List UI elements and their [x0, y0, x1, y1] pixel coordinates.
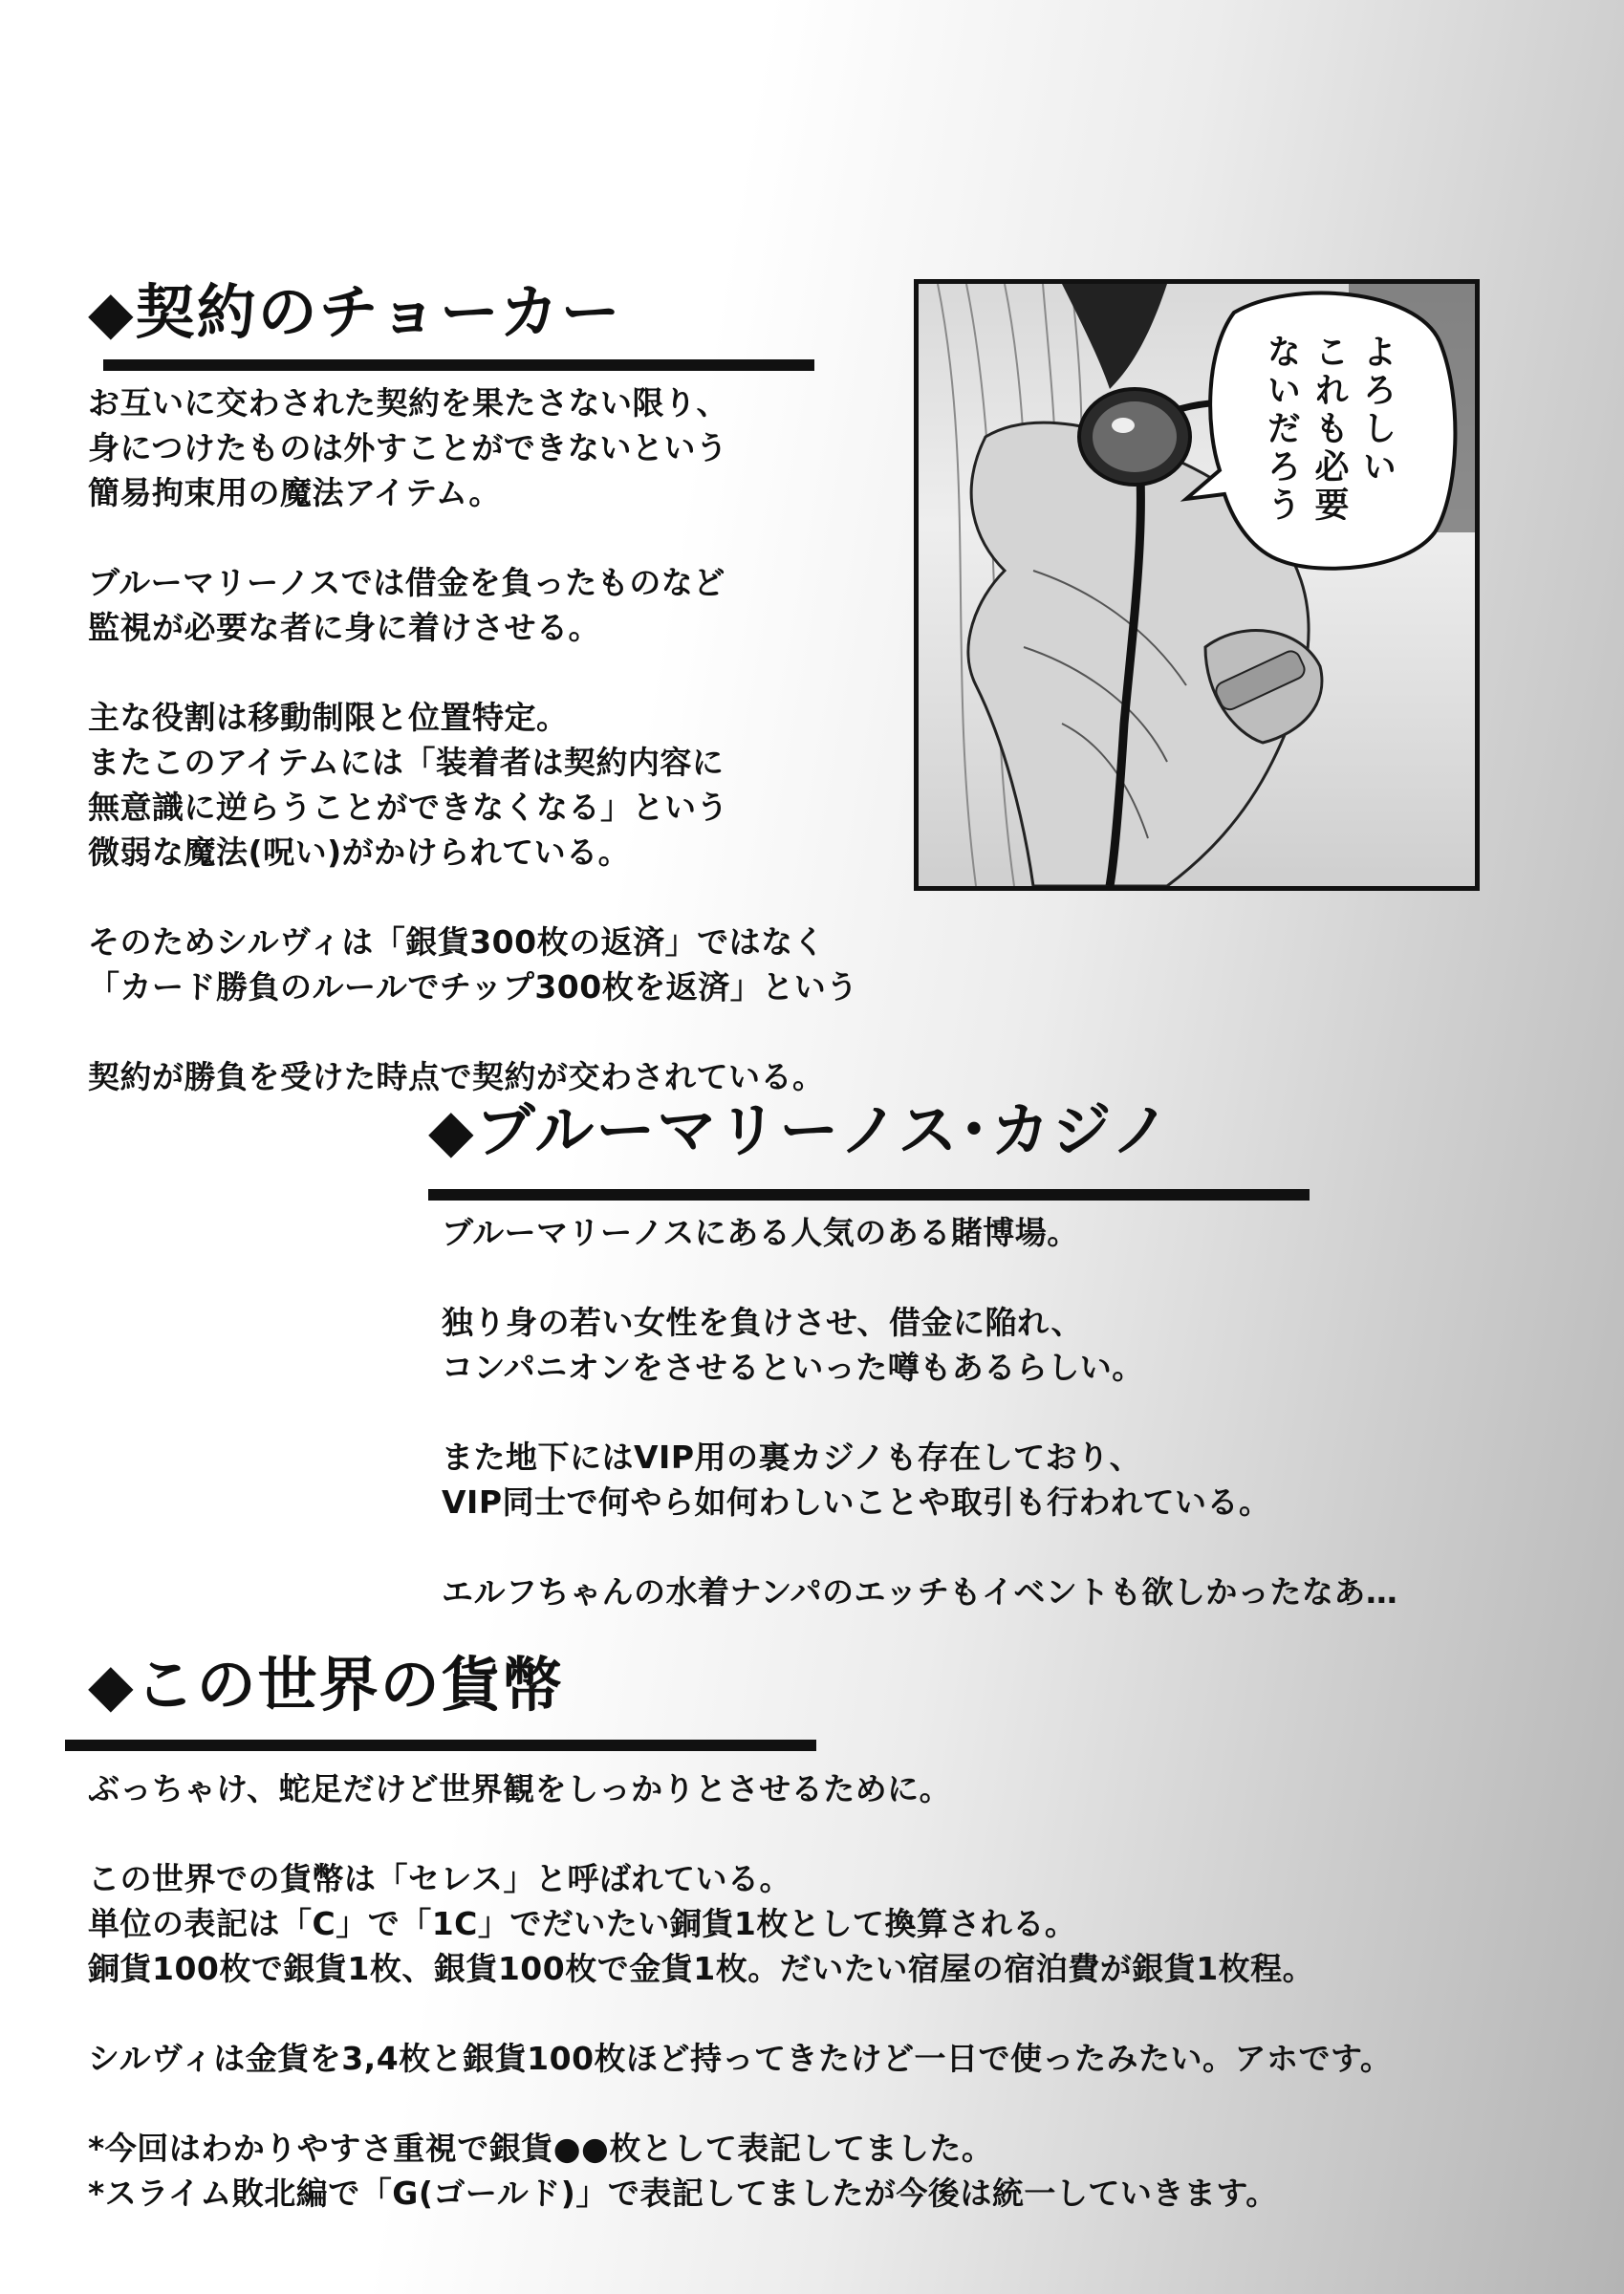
currency-heading-rule [65, 1740, 816, 1751]
choker-heading: ◆契約のチョーカー [88, 277, 622, 347]
paragraph-gap [442, 1255, 1397, 1300]
paragraph-gap [88, 875, 858, 920]
currency-body [88, 1766, 1392, 2216]
text-line: シルヴィは金貨を3,4枚と銀貨100枚ほど持ってきたけど一日で使ったみたい。アホです。 [88, 2040, 1393, 2077]
casino-heading: ◆ブルーマリーノス･カジノ [428, 1095, 1173, 1165]
currency-heading: ◆この世界の貨幣 [88, 1650, 564, 1720]
text-line: *スライム敗北編で「G(ゴールド)」で表記してましたが今後は統一していきます。 [88, 2175, 1278, 2212]
text-line: *今回はわかりやすさ重視で銀貨●●枚として表記してました。 [88, 2130, 994, 2167]
text-line: 「カード勝負のルールでチップ300枚を返済」という [88, 968, 858, 1006]
text-line: コンパニオンをさせるといった噂もあるらしい。 [442, 1349, 1144, 1386]
paragraph-gap [88, 2081, 1392, 2126]
text-line: ブルーマリーノスでは借金を負ったものなど [88, 564, 725, 601]
manga-panel [914, 279, 1480, 891]
speech-line-3: ないだろう [1262, 334, 1301, 525]
casino-heading-rule [428, 1189, 1310, 1201]
paragraph-gap [442, 1390, 1397, 1435]
text-line: 監視が必要な者に身に着けさせる。 [88, 609, 600, 646]
casino-body [442, 1210, 1397, 1614]
text-line: お互いに交わされた契約を果たさない限り、 [88, 384, 728, 422]
choker-body [88, 380, 858, 1099]
text-line: 契約が勝負を受けた時点で契約が交わされている。 [88, 1058, 825, 1095]
text-line: 簡易拘束用の魔法アイテム。 [88, 474, 501, 511]
text-line: 微弱な魔法(呪い)がかけられている。 [88, 833, 631, 871]
text-line: そのためシルヴィは「銀貨300枚の返済」ではなく [88, 923, 826, 961]
speech-bubble-text [1257, 334, 1400, 582]
text-line: 独り身の若い女性を負けさせ、借金に陥れ、 [442, 1304, 1083, 1341]
text-line: 単位の表記は「C」で「1C」でだいたい銅貨1枚として換算される。 [88, 1905, 1077, 1942]
paragraph-gap [88, 650, 858, 695]
text-line: またこのアイテムには「装着者は契約内容に [88, 744, 725, 781]
speech-line-2: これも必要 [1310, 334, 1349, 525]
text-line: 身につけたものは外すことができないという [88, 429, 728, 466]
paragraph-gap [88, 1009, 858, 1054]
speech-line-1: よろしい [1357, 334, 1397, 487]
text-line: 無意識に逆らうことができなくなる」という [88, 789, 728, 826]
text-line: ぶっちゃけ、蛇足だけど世界観をしっかりとさせるために。 [88, 1770, 952, 1807]
text-line: 主な役割は移動制限と位置特定。 [88, 699, 569, 736]
paragraph-gap [88, 1811, 1392, 1856]
text-line: この世界での貨幣は「セレス」と呼ばれている。 [88, 1860, 792, 1897]
text-line: また地下にはVIP用の裏カジノも存在しており、 [442, 1439, 1142, 1476]
text-line: ブルーマリーノスにある人気のある賭博場。 [442, 1214, 1079, 1251]
text-line: 銅貨100枚で銀貨1枚、銀貨100枚で金貨1枚。だいたい宿屋の宿泊費が銀貨1枚程。 [88, 1950, 1315, 1987]
paragraph-gap [88, 1991, 1392, 2036]
paragraph-gap [88, 515, 858, 560]
choker-heading-rule [103, 359, 814, 371]
text-line: エルフちゃんの水着ナンパのエッチもイベントも欲しかったなあ… [442, 1573, 1398, 1611]
text-line: VIP同士で何やら如何わしいことや取引も行われている。 [442, 1483, 1271, 1521]
paragraph-gap [442, 1525, 1397, 1569]
